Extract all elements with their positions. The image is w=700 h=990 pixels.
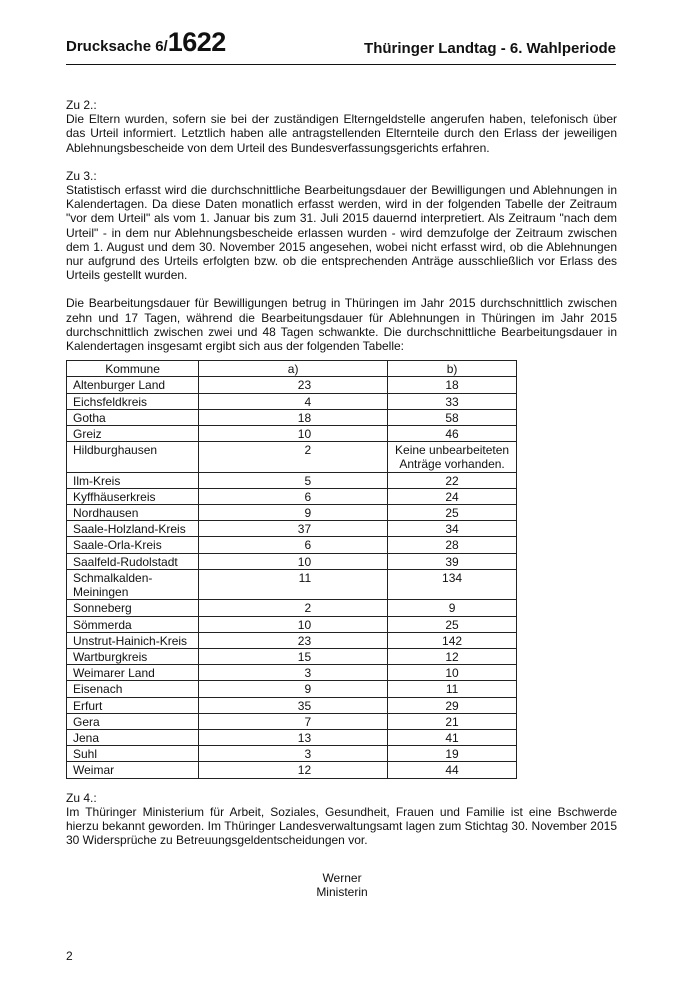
cell-a: 10 [199,553,388,569]
cell-kommune: Saalfeld-Rudolstadt [67,553,199,569]
cell-kommune: Jena [67,729,199,745]
cell-kommune: Hildburghausen [67,442,199,472]
cell-b: 9 [388,600,517,616]
cell-b: 25 [388,505,517,521]
header-b: b) [388,361,517,377]
page-number: 2 [66,949,73,963]
table-row [67,505,517,521]
cell-b: 34 [388,521,517,537]
table-header-row [67,361,517,377]
cell-kommune: Sonneberg [67,600,199,616]
cell-a: 3 [199,665,388,681]
cell-kommune: Greiz [67,426,199,442]
table-row [67,426,517,442]
cell-kommune: Schmalkalden-Meiningen [67,569,199,599]
section-2-heading: Zu 2.: [66,98,97,112]
section-4-heading: Zu 4.: [66,790,97,805]
cell-a: 4 [199,393,388,409]
document-prefix: Drucksache 6/ [66,38,168,55]
cell-kommune: Kyffhäuserkreis [67,488,199,504]
cell-kommune: Sömmerda [67,616,199,632]
cell-kommune: Ilm-Kreis [67,472,199,488]
cell-a: 6 [199,537,388,553]
table-row [67,648,517,664]
cell-b: 33 [388,393,517,409]
cell-b: 18 [388,377,517,393]
cell-b: 46 [388,426,517,442]
cell-a: 13 [199,729,388,745]
cell-a: 2 [199,442,388,472]
cell-a: 35 [199,697,388,713]
table-row [67,729,517,745]
table-row [67,681,517,697]
cell-a: 11 [199,569,388,599]
cell-b: 24 [388,488,517,504]
cell-kommune: Gera [67,713,199,729]
cell-kommune: Wartburgkreis [67,648,199,664]
cell-a: 9 [199,505,388,521]
cell-kommune: Unstrut-Hainich-Kreis [67,632,199,648]
cell-kommune: Suhl [67,746,199,762]
cell-b: 134 [388,569,517,599]
cell-a: 12 [199,762,388,778]
signature-name: Werner [322,871,362,885]
header-a: a) [199,361,388,377]
cell-a: 18 [199,409,388,425]
cell-b: 19 [388,746,517,762]
document-number-value: 1622 [167,27,226,57]
cell-b: 21 [388,713,517,729]
table-row [67,472,517,488]
processing-time-table [66,360,517,778]
cell-kommune: Weimar [67,762,199,778]
cell-b: 44 [388,762,517,778]
table-row [67,746,517,762]
section-3-heading: Zu 3.: [66,168,97,183]
table-row [67,616,517,632]
cell-kommune: Gotha [67,409,199,425]
table-row [67,393,517,409]
cell-a: 6 [199,488,388,504]
cell-kommune: Eisenach [67,681,199,697]
cell-kommune: Saale-Holzland-Kreis [67,521,199,537]
page-header [66,27,616,65]
cell-a: 7 [199,713,388,729]
cell-b: 58 [388,409,517,425]
cell-b: 10 [388,665,517,681]
cell-b: 12 [388,648,517,664]
cell-a: 5 [199,472,388,488]
cell-a: 3 [199,746,388,762]
cell-kommune: Saale-Orla-Kreis [67,537,199,553]
cell-a: 9 [199,681,388,697]
table-row [67,632,517,648]
cell-b: 25 [388,616,517,632]
section-3-text: Statistisch erfasst wird die durchschnittliche Bearbeitungsdauer der Bewilligungen und Ablehnungen in Kalendertagen. Da diese Daten monatlich erfasst werden, wird in der folgenden Tabelle der Zeitraum "vor dem Urteil" als vom 1. Januar bis zum 31. Juli 2015 dauernd interpretiert. Als Zeitraum "nach dem Urteil" - in dem nur Ablehnungsbescheide erlassen wurden - wird demzufolge der Zeitraum zwischen dem 1. August und dem 30. November 2015 angesehen, wobei nicht erfasst wird, ob die Ablehnungen nur aufgrund des Urteils erfolgten bzw. ob die entsprechenden Anträge ausschließlich vor Erlass des Urteils gestellt wurden. [66,183,617,283]
table-row [67,569,517,599]
cell-b: 142 [388,632,517,648]
document-number [66,27,226,58]
cell-b: Keine unbearbeiteten Anträge vorhanden. [388,442,517,472]
cell-kommune: Nordhausen [67,505,199,521]
table-row [67,553,517,569]
table-row [67,713,517,729]
cell-kommune: Erfurt [67,697,199,713]
institution-title: Thüringer Landtag - 6. Wahlperiode [364,40,616,57]
table-row [67,600,517,616]
cell-b: 41 [388,729,517,745]
section-2-text: Die Eltern wurden, sofern sie bei der zuständigen Elterngeldstelle angerufen haben, telefonisch über das Urteil informiert. Letztlich haben alle antragstellenden Elternteile durch den Erlass der jeweiligen Ablehnungsbescheide von dem Urteil des Bundesverfassungsgerichts erfahren. [66,112,617,155]
table-row [67,377,517,393]
cell-a: 10 [199,426,388,442]
cell-a: 15 [199,648,388,664]
cell-a: 10 [199,616,388,632]
header-kommune: Kommune [67,361,199,377]
cell-b: 28 [388,537,517,553]
cell-kommune: Weimarer Land [67,665,199,681]
section-4-text: Im Thüringer Ministerium für Arbeit, Soziales, Gesundheit, Frauen und Familie ist eine Bschwerde hierzu bekannt geworden. Im Thüringer Landesverwaltungsamt lagen zum Stichtag 30. November 2015 30 Widersprüche zu Betreuungsgeldentscheidungen vor. [66,804,617,848]
document-body [66,98,617,847]
table-row [67,697,517,713]
cell-kommune: Altenburger Land [67,377,199,393]
cell-a: 23 [199,377,388,393]
cell-kommune: Eichsfeldkreis [67,393,199,409]
cell-a: 37 [199,521,388,537]
table-row [67,488,517,504]
cell-a: 23 [199,632,388,648]
table-row [67,537,517,553]
cell-b: 11 [388,681,517,697]
section-3-text-2: Die Bearbeitungsdauer für Bewilligungen betrug in Thüringen im Jahr 2015 durchschnittlich zwischen zehn und 17 Tagen, während die Bearbeitungsdauer für Ablehnungen in Thüringen im Jahr 2015 durchschnittlich zwischen zwei und 48 Tagen schwankte. Die durchschnittliche Bearbeitungsdauer in Kalendertagen insgesamt ergibt sich aus der folgenden Tabelle: [66,296,617,354]
table-row [67,762,517,778]
cell-b: 22 [388,472,517,488]
table-row [67,665,517,681]
signature-title: Ministerin [316,885,368,900]
cell-a: 2 [199,600,388,616]
table-row [67,409,517,425]
signature-block [242,871,442,899]
table-row [67,521,517,537]
table-row [67,442,517,472]
cell-b: 29 [388,697,517,713]
cell-b: 39 [388,553,517,569]
